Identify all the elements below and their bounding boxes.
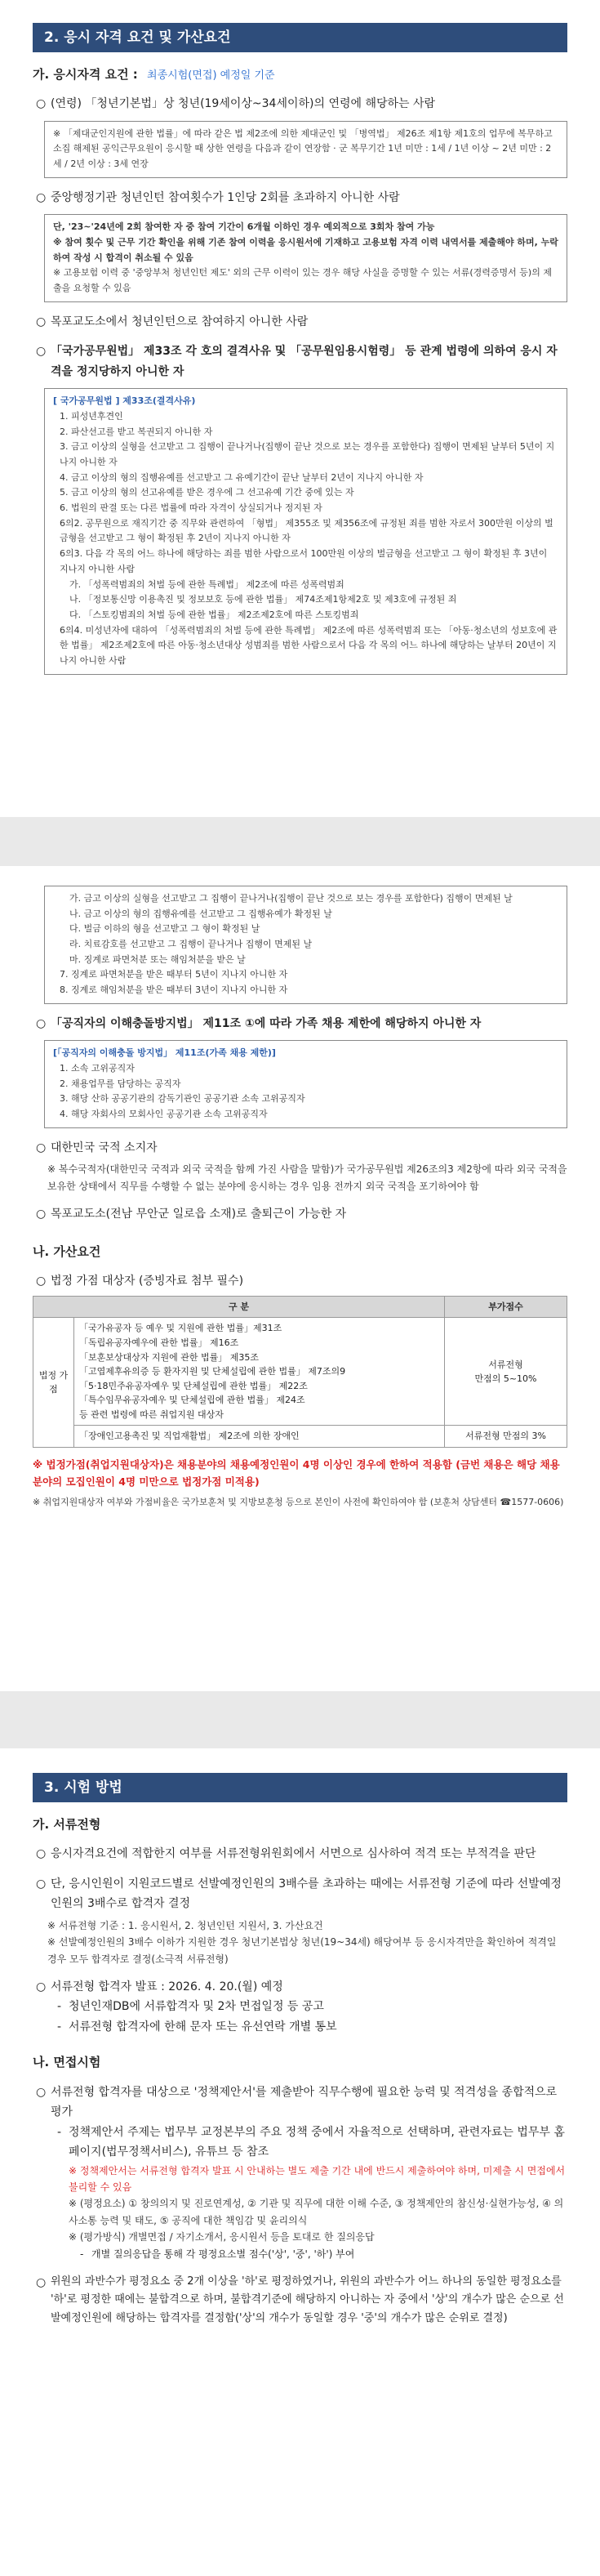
bullet-text: 법정 가점 대상자 (증빙자료 첨부 필수) bbox=[51, 1274, 244, 1288]
law-item: 8. 징계로 해임처분을 받은 때부터 3년이 지나지 아니한 자 bbox=[60, 984, 288, 996]
subheading bbox=[33, 65, 567, 84]
law-item: 「보훈보상대상자 지원에 관한 법률」 제35조 bbox=[79, 1351, 259, 1363]
score-text: 만점의 5~10% bbox=[474, 1373, 537, 1384]
bullet-item bbox=[33, 2083, 567, 2123]
law-item: 3. 해당 산하 공공기관의 감독기관인 공공기관 소속 고위공직자 bbox=[60, 1093, 305, 1105]
note-text: ※ (평정요소) ① 창의의지 및 진로연계성, ② 기관 및 직무에 대한 이해 수준, ③ 정책제안의 참신성·실현가능성, ④ 의사소통 능력 및 태도, ⑤ 공직에 대한 책임감 및 윤리의식 bbox=[69, 2198, 564, 2226]
table-cell: 서류전형 만점의 3% bbox=[445, 1426, 567, 1447]
circle-bullet-icon: ○ bbox=[36, 1274, 47, 1288]
note-box bbox=[44, 121, 567, 178]
bullet-text: 위원의 과반수가 평정요소 중 2개 이상을 '하'로 평정하였거나, 위원의 과반수가 어느 하나의 동일한 평정요소를 '하'로 평정한 때에는 불합격으로 하며, 불합격기준에 해당하지 아니하는 자 중에서 '상'의 개수가 많은 순으로 선발예정인원에 해당하는 합격자를 결정함('상'의 개수가 동일할 경우 '중'의 개수가 많은 순위로 결정) bbox=[51, 2275, 564, 2325]
law-box bbox=[44, 388, 567, 674]
dash-item bbox=[33, 2017, 567, 2038]
bullet-item bbox=[33, 342, 567, 382]
bullet-text: 「공직자의 이해충돌방지법」 제11조 ①에 따라 가족 채용 제한에 해당하지 아니한 자 bbox=[51, 1016, 482, 1030]
circle-bullet-icon: ○ bbox=[36, 1980, 47, 1993]
circle-bullet-icon: ○ bbox=[36, 1877, 47, 1891]
bullet-item bbox=[33, 1874, 567, 1914]
law-item: 6의2. 공무원으로 재직기간 중 직무와 관련하여 「형법」 제355조 및 제356조에 규정된 죄를 범한 자로서 300만원 이상의 벌금형을 선고받고 그 형이 확정된 후 2년이 지나지 아니한 자 bbox=[60, 517, 553, 544]
bullet-item bbox=[33, 1977, 567, 1998]
law-box bbox=[44, 1040, 567, 1127]
score-text: 서류전형 bbox=[488, 1359, 523, 1370]
note-text: ※ 「제대군인지원에 관한 법률」에 따라 같은 법 제2조에 의한 제대군인 및 「병역법」 제26조 제1항 제1호의 업무에 복무하고 소집 해제된 공익근무요원이 응시할 때 상한 연령을 다음과 같이 연장함 · 군 복무기간 1년 미만 : 1세 / 1년 이상 ~ 2년 미만 : 2세 / 2년 이상 : 3세 연장 bbox=[53, 127, 553, 170]
dash-icon: - bbox=[57, 2020, 62, 2034]
law-item: 「독립유공자예우에 관한 법률」 제16조 bbox=[79, 1337, 239, 1348]
bullet-item bbox=[33, 94, 567, 114]
note-text: ※ 취업지원대상자 여부와 가점비율은 국가보훈처 및 지방보훈청 등으로 본인이 사전에 확인하여야 함 (보훈처 상담센터 ☎1577-0606) bbox=[33, 1497, 564, 1508]
page-gap bbox=[0, 817, 600, 866]
law-item: 「국가유공자 등 예우 및 지원에 관한 법률」제31조 bbox=[79, 1323, 282, 1334]
bullet-item bbox=[33, 1138, 567, 1159]
law-item: 다. 벌금 이하의 형을 선고받고 그 형이 확정된 날 bbox=[69, 923, 260, 935]
document-page-2 bbox=[0, 866, 600, 1691]
subheading: 나. 가산요건 bbox=[33, 1243, 101, 1259]
table-row-head: 법정 가점 bbox=[33, 1318, 74, 1447]
note-text: ※ 참여 횟수 및 근무 기간 확인을 위해 기존 참여 이력을 응시원서에 기재하고 고용보험 자격 이력 내역서를 제출해야 하며, 누락하여 작성 시 합격이 취소될 수 있음 bbox=[53, 237, 558, 263]
subheading: 나. 면접시험 bbox=[33, 2055, 101, 2070]
note-box bbox=[44, 214, 567, 301]
law-item: 「특수임무유공자예우 및 단체설립에 관한 법률」 제24조 bbox=[79, 1395, 305, 1406]
dash-icon: - bbox=[57, 2125, 62, 2139]
dash-item bbox=[33, 1997, 567, 2017]
table-cell bbox=[74, 1318, 445, 1426]
law-item: 1. 소속 고위공직자 bbox=[60, 1063, 135, 1074]
bullet-item bbox=[33, 1271, 567, 1292]
law-box-title: [ 국가공무원법 ] 제33조(결격사유) bbox=[53, 395, 196, 407]
law-item: 4. 해당 자회사의 모회사인 공공기관 소속 고위공직자 bbox=[60, 1109, 268, 1120]
bonus-table bbox=[33, 1296, 567, 1447]
bullet-item bbox=[33, 188, 567, 208]
circle-bullet-icon: ○ bbox=[36, 1141, 47, 1154]
warning-note: ※ 정책제안서는 서류전형 합격자 발표 시 안내하는 별도 제출 기간 내에 반드시 제출하여야 하며, 미제출 시 면접에서 불리할 수 있음 bbox=[69, 2164, 566, 2194]
subheading-text: 가. 응시자격 요건 : bbox=[33, 67, 138, 82]
law-item: 라. 치료감호를 선고받고 그 집행이 끝나거나 집행이 면제된 날 bbox=[69, 939, 313, 950]
law-item: 나. 금고 이상의 형의 집행유예를 선고받고 그 집행유예가 확정된 날 bbox=[69, 908, 332, 919]
law-item: 3. 금고 이상의 실형을 선고받고 그 집행이 끝나거나(집행이 끝난 것으로 보는 경우를 포함한다) 집행이 면제된 날부터 5년이 지나지 아니한 자 bbox=[60, 441, 555, 467]
law-item: 4. 금고 이상의 형의 집행유예를 선고받고 그 유예기간이 끝난 날부터 2년이 지나지 아니한 자 bbox=[60, 471, 424, 483]
bullet-text: 응시자격요건에 적합한지 여부를 서류전형위원회에서 서면으로 심사하여 적격 또는 부적격을 판단 bbox=[51, 1847, 536, 1861]
document-page-3 bbox=[0, 1748, 600, 2576]
section-banner: 3. 시험 방법 bbox=[33, 1773, 567, 1802]
bullet-text: (연령) 「청년기본법」상 청년(19세이상~34세이하)의 연령에 해당하는 사람 bbox=[51, 97, 436, 111]
law-item: 마. 징계로 파면처분 또는 해임처분을 받은 날 bbox=[69, 953, 246, 965]
law-item: 6. 법원의 판결 또는 다른 법률에 따라 자격이 상실되거나 정지된 자 bbox=[60, 502, 322, 514]
law-item: 다. 「스토킹범죄의 처벌 등에 관한 법률」 제2조제2호에 따른 스토킹범죄 bbox=[69, 609, 359, 620]
table-cell: 「장애인고용촉진 및 직업재활법」 제2조에 의한 장애인 bbox=[74, 1426, 445, 1447]
law-item: 「5·18민주유공자예우 및 단체설립에 관한 법률」 제22조 bbox=[79, 1380, 308, 1391]
law-item: 7. 징계로 파면처분을 받은 때부터 5년이 지나지 아니한 자 bbox=[60, 969, 288, 980]
circle-bullet-icon: ○ bbox=[36, 315, 47, 328]
bullet-text: 「국가공무원법」 제33조 각 호의 결격사유 및 「공무원임용시험령」 등 관계 법령에 의하여 응시 자격을 정지당하지 아니한 자 bbox=[51, 345, 558, 378]
section-banner: 2. 응시 자격 요건 및 가산요건 bbox=[33, 23, 567, 52]
note-text: ※ (평가방식) 개별면접 / 자기소개서, 응시원서 등을 토대로 한 질의응답 bbox=[69, 2231, 375, 2243]
circle-bullet-icon: ○ bbox=[36, 345, 47, 359]
note-text: ※ 선발예정인원의 3배수 이하가 지원한 경우 청년기본법상 청년(19~34세) 해당여부 등 응시자격만을 확인하여 적격일 경우 모두 합격자로 결정(소극적 서류전형) bbox=[47, 1936, 557, 1965]
dash-icon: - bbox=[80, 2248, 84, 2260]
law-item: 1. 피성년후견인 bbox=[60, 410, 123, 422]
law-item: 2. 파산선고를 받고 복권되지 아니한 자 bbox=[60, 426, 213, 437]
law-item: 등 관련 법령에 따른 취업지원 대상자 bbox=[79, 1409, 224, 1420]
table-row bbox=[33, 1318, 567, 1426]
circle-bullet-icon: ○ bbox=[36, 97, 47, 111]
subheading-note: 최종시험(면접) 예정일 기준 bbox=[147, 69, 275, 82]
bullet-text: 목포교도소에서 청년인턴으로 참여하지 아니한 사람 bbox=[51, 315, 309, 328]
circle-bullet-icon: ○ bbox=[36, 1847, 47, 1861]
note-text: 단, '23~'24년에 2회 참여한 자 중 참여 기간이 6개월 이하인 경우 예외적으로 3회차 참여 가능 bbox=[53, 221, 435, 233]
law-box-continued bbox=[44, 886, 567, 1004]
document-page-1 bbox=[0, 0, 600, 817]
law-box-title: [「공직자의 이해충돌 방지법」 제11조(가족 채용 제한)] bbox=[53, 1047, 276, 1059]
dash-text: 개별 질의응답을 통해 각 평정요소별 점수('상', '중', '하') 부여 bbox=[91, 2248, 355, 2260]
table-cell bbox=[445, 1318, 567, 1426]
page-gap bbox=[0, 1691, 600, 1748]
dash-item bbox=[33, 2123, 567, 2163]
bullet-text: 서류전형 합격자를 대상으로 '정책제안서'를 제출받아 직무수행에 필요한 능력 및 적격성을 종합적으로 평가 bbox=[51, 2085, 558, 2119]
law-item: 2. 채용업무를 담당하는 공직자 bbox=[60, 1078, 181, 1089]
note-text: ※ 서류전형 기준 : 1. 응시원서, 2. 청년인턴 지원서, 3. 가산요건 bbox=[47, 1919, 323, 1931]
bullet-item bbox=[33, 2273, 567, 2328]
law-item: 6의4. 미성년자에 대하여 「성폭력범죄의 처벌 등에 관한 특례법」 제2조에 따른 성폭력범죄 또는 「아동·청소년의 성보호에 관한 법률」 제2조제2호에 따른 아동·청소년대상 성범죄를 범한 사람으로서 다음 각 목의 어느 하나에 해당하는 날부터 20년이 지나지 아니한 사람 bbox=[60, 624, 558, 666]
bullet-item bbox=[33, 312, 567, 333]
bullet-item bbox=[33, 1014, 567, 1034]
bullet-item bbox=[33, 1844, 567, 1864]
note-text: ※ 복수국적자(대한민국 국적과 외국 국적을 함께 가진 사람을 말함)가 국가공무원법 제26조의3 제2항에 따라 외국 국적을 보유한 상태에서 직무를 수행할 수 없는 분야에 응시하는 경우 임용 전까지 외국 국적을 포기하여야 함 bbox=[47, 1163, 567, 1192]
dash-item bbox=[33, 2246, 567, 2263]
circle-bullet-icon: ○ bbox=[36, 2085, 47, 2099]
law-item: 6의3. 다음 각 목의 어느 하나에 해당하는 죄를 범한 사람으로서 100만원 이상의 벌금형을 선고받고 그 형이 확정된 후 3년이 지나지 아니한 사람 bbox=[60, 548, 548, 574]
bullet-text: 중앙행정기관 청년인턴 참여횟수가 1인당 2회를 초과하지 아니한 사람 bbox=[51, 190, 400, 204]
bullet-text: 대한민국 국적 소지자 bbox=[51, 1141, 158, 1154]
law-item: 가. 금고 이상의 실형을 선고받고 그 집행이 끝나거나(집행이 끝난 것으로 보는 경우를 포함한다) 집행이 면제된 날 bbox=[69, 893, 513, 904]
dash-text: 서류전형 합격자에 한해 문자 또는 유선연락 개별 통보 bbox=[69, 2020, 337, 2034]
table-row bbox=[33, 1426, 567, 1447]
note-text: ※ 고용보험 이력 중 '중앙부처 청년인턴 제도' 외의 근무 이력이 있는 경우 해당 사실을 증명할 수 있는 서류(경력증명서 등)의 제출을 요청할 수 있음 bbox=[53, 267, 552, 294]
law-item: 나. 「정보통신망 이용촉진 및 정보보호 등에 관한 법률」 제74조제1항제2호 및 제3호에 규정된 죄 bbox=[69, 594, 457, 605]
table-header-row bbox=[33, 1297, 567, 1318]
law-item: 「고엽제후유의증 등 환자지원 및 단체설립에 관한 법률」 제7조의9 bbox=[79, 1366, 346, 1377]
table-header: 부가점수 bbox=[445, 1297, 567, 1318]
circle-bullet-icon: ○ bbox=[36, 2275, 47, 2289]
bullet-item bbox=[33, 1204, 567, 1225]
dash-text: 정책제안서 주제는 법무부 교정본부의 주요 정책 중에서 자율적으로 선택하며, 관련자료는 법무부 홈페이지(법무정책서비스), 유튜브 등 참조 bbox=[69, 2125, 565, 2159]
dash-text: 청년인재DB에 서류합격자 및 2차 면접일정 등 공고 bbox=[69, 2000, 324, 2014]
circle-bullet-icon: ○ bbox=[36, 1208, 47, 1221]
dash-icon: - bbox=[57, 2000, 62, 2014]
circle-bullet-icon: ○ bbox=[36, 190, 47, 204]
subheading: 가. 서류전형 bbox=[33, 1817, 101, 1832]
law-item: 5. 금고 이상의 형의 선고유예를 받은 경우에 그 선고유예 기간 중에 있는 자 bbox=[60, 487, 354, 498]
law-item: 가. 「성폭력범죄의 처벌 등에 관한 특례법」 제2조에 따른 성폭력범죄 bbox=[69, 578, 344, 590]
bullet-text: 단, 응시인원이 지원코드별로 선발예정인원의 3배수를 초과하는 때에는 서류전형 기준에 따라 선발예정인원의 3배수로 합격자 결정 bbox=[51, 1877, 562, 1911]
bullet-text: 서류전형 합격자 발표 : 2026. 4. 20.(월) 예정 bbox=[51, 1980, 283, 1993]
warning-note: ※ 법정가점(취업지원대상자)은 채용분야의 채용예정인원이 4명 이상인 경우에 한하여 적용함 (금번 채용은 해당 채용분야의 모집인원이 4명 미만으로 법정가점 미적용) bbox=[33, 1458, 560, 1488]
circle-bullet-icon: ○ bbox=[36, 1016, 47, 1030]
table-header: 구 분 bbox=[33, 1297, 445, 1318]
bullet-text: 목포교도소(전남 무안군 일로읍 소재)로 출퇴근이 가능한 자 bbox=[51, 1208, 347, 1221]
